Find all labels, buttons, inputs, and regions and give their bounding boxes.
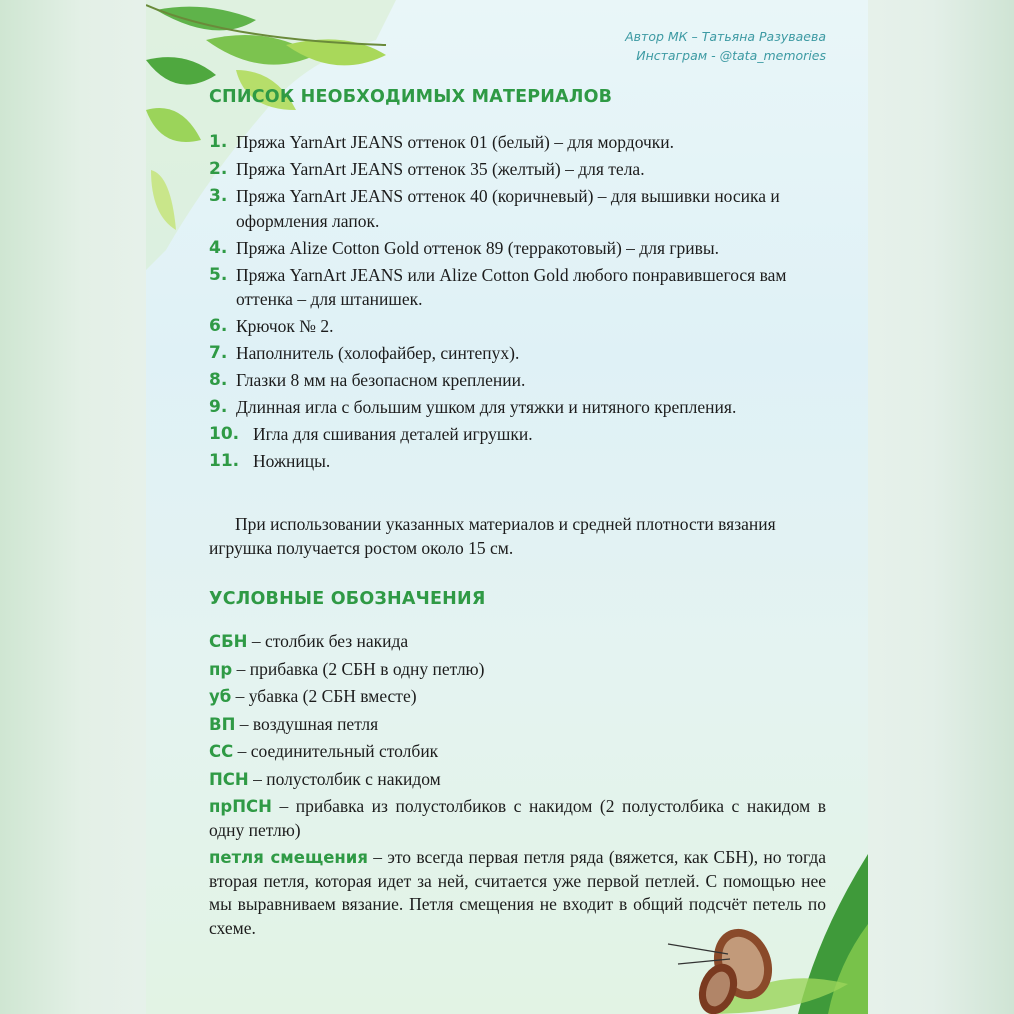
item-number: 5. (209, 264, 228, 285)
item-number: 3. (209, 186, 228, 206)
legend-heading: УСЛОВНЫЕ ОБОЗНАЧЕНИЯ (209, 589, 486, 609)
size-note: При использовании указанных материалов и средней плотности вязания игрушка получается ростом около 15 см. (209, 514, 776, 558)
legend-abbr: ПСН (209, 769, 249, 789)
document-page (146, 0, 868, 1014)
item-number: 11. (209, 451, 240, 471)
legend-text: – это всегда первая петля ряда (вяжется, как СБН), но тогда вторая петля, которая идет за ней, считается уже первой петлей. С помощью нее мы выравниваем вязание. Петля смещения не входит в общий подсчёт петель по схеме. (209, 847, 826, 938)
legend-abbr: ВП (209, 714, 236, 734)
list-item (209, 157, 829, 182)
legend-entry (209, 795, 826, 842)
legend-abbr: пр (209, 659, 233, 679)
legend-entry (209, 685, 826, 709)
legend-abbr: петля смещения (209, 848, 368, 867)
legend-entry (209, 846, 826, 940)
legend-text: – воздушная петля (235, 713, 379, 734)
list-item (209, 263, 829, 312)
item-text: Крючок № 2. (236, 316, 334, 336)
list-item (209, 422, 829, 447)
item-number: 6. (209, 316, 228, 336)
legend-list (209, 630, 826, 944)
materials-heading: СПИСОК НЕОБХОДИМЫХ МАТЕРИАЛОВ (209, 87, 613, 107)
list-item (209, 368, 829, 393)
legend-entry (209, 713, 826, 737)
legend-text: – соединительный столбик (233, 741, 439, 761)
item-number: 7. (209, 343, 228, 363)
item-text: Ножницы. (253, 451, 331, 471)
author-line: Автор МК – Татьяна Разуваева (625, 29, 826, 44)
list-item (209, 395, 829, 420)
item-number: 4. (209, 237, 228, 258)
item-text: Длинная игла с большим ушком для утяжки и нитяного крепления. (236, 397, 737, 417)
item-text: Пряжа Alize Cotton Gold оттенок 89 (терракотовый) – для гривы. (236, 237, 720, 258)
item-number: 10. (209, 424, 240, 444)
list-item (209, 341, 829, 366)
legend-entry (209, 768, 826, 792)
legend-entry (209, 740, 826, 764)
list-item (209, 236, 829, 261)
list-item (209, 130, 829, 155)
item-text: Наполнитель (холофайбер, синтепух). (236, 343, 520, 363)
list-item (209, 184, 829, 233)
legend-abbr: прПСН (209, 797, 272, 816)
author-credit (625, 27, 826, 65)
list-item (209, 314, 829, 339)
item-number: 9. (209, 397, 228, 417)
legend-entry (209, 630, 826, 654)
legend-abbr: СС (209, 742, 234, 761)
legend-text: – прибавка (2 СБН в одну петлю) (232, 658, 485, 679)
legend-text: – полустолбик с накидом (248, 768, 441, 789)
item-number: 2. (209, 159, 228, 179)
legend-text: – столбик без накида (247, 631, 409, 651)
legend-abbr: уб (209, 687, 232, 706)
legend-abbr: СБН (209, 632, 248, 651)
legend-text: – убавка (2 СБН вместе) (231, 686, 417, 706)
item-text: Пряжа YarnArt JEANS оттенок 40 (коричневый) – для вышивки носика и оформления лапок. (236, 186, 780, 231)
item-text: Пряжа YarnArt JEANS оттенок 35 (желтый) – для тела. (236, 159, 645, 179)
instagram-line: Инстаграм - @tata_memories (636, 48, 826, 63)
list-item (209, 449, 829, 474)
item-text: Пряжа YarnArt JEANS или Alize Cotton Gold любого понравившегося вам оттенка – для штанишек. (236, 264, 787, 309)
item-text: Глазки 8 мм на безопасном креплении. (236, 370, 526, 390)
item-number: 1. (209, 132, 228, 152)
materials-list (209, 130, 829, 476)
item-text: Игла для сшивания деталей игрушки. (253, 424, 533, 444)
item-text: Пряжа YarnArt JEANS оттенок 01 (белый) – для мордочки. (236, 132, 675, 152)
legend-entry (209, 658, 826, 682)
legend-text: – прибавка из полустолбиков с накидом (2 полустолбика с накидом в одну петлю) (209, 796, 826, 840)
item-number: 8. (209, 370, 228, 390)
